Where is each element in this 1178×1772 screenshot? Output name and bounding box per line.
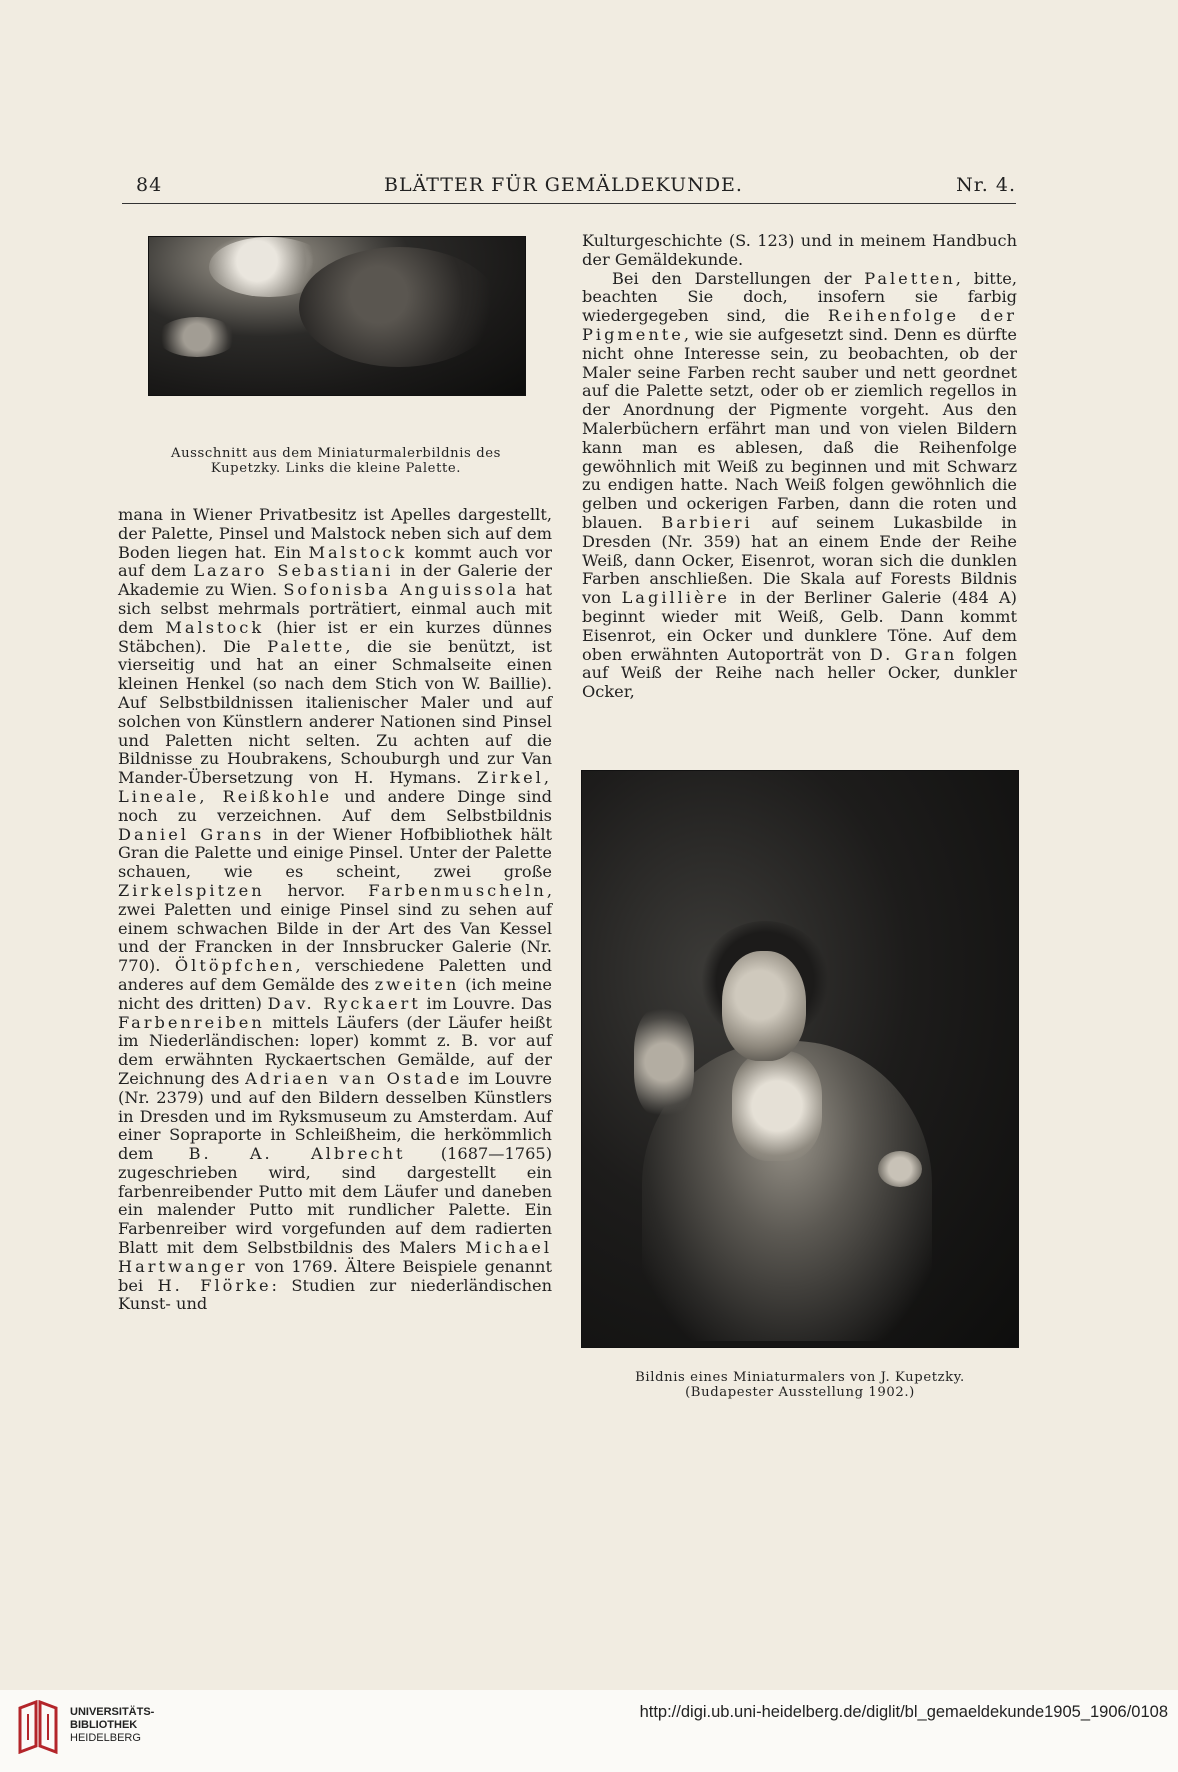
left-column-text: kommt auch vor auf dem xyxy=(118,542,552,581)
left-column-spaced: Palette xyxy=(267,636,346,656)
issue-number: Nr. 4. xyxy=(956,174,1016,196)
left-column-spaced: Michael Hartwanger xyxy=(118,1238,552,1276)
right-paragraph-2 xyxy=(582,270,1017,702)
right-column-text xyxy=(582,232,1017,702)
detail-caption-line2: Kupetzky. Links die kleine Palette. xyxy=(210,461,462,476)
left-column-spaced: Sofonisba Anguissola xyxy=(283,580,520,600)
right-column-p2-spaced: Paletten xyxy=(864,268,956,288)
left-column-text: hervor. xyxy=(264,880,369,900)
left-column-text: im Louvre (Nr. 2379) und auf den Bildern desselben Künstlers in Dresden und im Ryksmuseum zu Amsterdam. Auf einer Sopraporte in Schleißheim, die herkömmlich dem xyxy=(118,1068,552,1164)
detail-caption-line1: Ausschnitt aus dem Miniaturmalerbildnis des xyxy=(170,446,502,461)
left-column-text: hat sich selbst mehrmals porträtiert, einmal auch mit dem xyxy=(118,580,552,637)
left-column-text: : Studien zur niederländischen Kunst- und xyxy=(118,1275,553,1314)
left-column-spaced: Zirkelspitzen xyxy=(118,880,265,900)
library-name xyxy=(70,1706,154,1745)
left-column-spaced: H. Flörke xyxy=(157,1275,272,1295)
right-column-p2-spaced: D. Gran xyxy=(869,644,958,664)
right-column-p2-spaced: Reihenfolge der Pigmente xyxy=(582,306,1017,344)
left-column-text: (ich meine nicht des dritten) xyxy=(118,974,552,1013)
left-column-text: von 1769. Ältere Beispiele genannt bei xyxy=(118,1256,552,1295)
journal-title: BLÄTTER FÜR GEMÄLDEKUNDE. xyxy=(384,174,743,196)
left-column-spaced: Lazaro Sebastiani xyxy=(193,561,394,581)
right-column-p2-text: Bei den Darstellungen der xyxy=(612,268,865,288)
left-column-text: und andere Dinge sind noch zu verzeichnen. Auf dem Selbstbildnis xyxy=(118,786,552,825)
left-column-spaced: zweiten xyxy=(374,974,460,994)
left-column-spaced: Zirkel, Lineale, Reißkohle xyxy=(118,768,552,806)
right-column-p2-text: , wie sie aufgesetzt sind. Denn es dürfte nicht ohne Interesse sein, zu beobachten, ob der Maler seine Farben recht sauber und nett geordnet auf die Palette setzt, oder ob er ziemlich regellos in der Anordnung der Pigmente vorgeht. Aus den Malerbüchern erfährt man und von vielen Bildern kann man es ablesen, daß die Reihenfolge gewöhnlich mit Weiß zu beginnen und mit Schwarz zu endigen hatte. Nach Weiß folgen gewöhnlich die gelben und ockerigen Farben, dann die roten und blauen. xyxy=(582,324,1017,532)
portrait-caption-line1: Bildnis eines Miniaturmalers von J. Kupetzky. xyxy=(635,1370,965,1385)
source-url-link[interactable]: http://digi.ub.uni-heidelberg.de/diglit/bl_gemaeldekunde1905_1906/0108 xyxy=(639,1703,1168,1721)
library-name-line3: HEIDELBERG xyxy=(70,1732,141,1744)
right-column-p2-text: auf seinem Lukasbilde in Dresden (Nr. 359) hat an einem Ende der Reihe Weiß, dann Ocker, Eisenrot, woran sich die dunklen Farben anschließen. Die Skala auf Forests Bildnis von xyxy=(582,512,1017,608)
right-column-p2-text: in der Berliner Galerie (484 A) beginnt wieder mit Weiß, Gelb. Dann kommt Eisenrot, ein Ocker und dunklere Töne. Auf dem oben erwähnten Autoporträt von xyxy=(582,588,1017,664)
portrait-illustration xyxy=(581,770,1019,1348)
left-column-spaced: Dav. Ryckaert xyxy=(267,993,421,1013)
running-header xyxy=(122,174,1016,202)
left-column-spaced: Öltöpfchen xyxy=(174,956,296,976)
left-column-spaced: Farbenreiben xyxy=(118,1012,265,1032)
right-column-p2-spaced: Barbieri xyxy=(661,512,753,532)
left-column-text: mittels Läufers (der Läufer heißt im Niederländischen: loper) kommt z. B. vor auf dem erwähnten Ryckaertschen Gemälde, auf der Zeichnung des xyxy=(118,1012,552,1088)
left-column-text: im Louvre. Das xyxy=(420,993,552,1013)
left-column-text: , verschiedene Paletten und anderes auf dem Gemälde des xyxy=(118,956,552,994)
left-column-text: in der Wiener Hofbibliothek hält Gran die Palette und einige Pinsel. Unter der Palette schauen, wie es scheint, zwei große xyxy=(118,824,553,882)
right-column-p2-spaced: Lagillière xyxy=(621,588,730,608)
left-paragraph xyxy=(118,506,552,1314)
detail-illustration xyxy=(148,236,526,396)
left-column-text: in der Galerie der Akademie zu Wien. xyxy=(118,561,552,600)
left-column-text: (1687—1765) zugeschrieben wird, sind dargestellt ein farbenreibender Putto mit dem Läufer und daneben ein malender Putto mit rundlicher Palette. Ein Farbenreiber wird vorgefunden auf dem radierten Blatt mit dem Selbstbildnis des Malers xyxy=(118,1144,553,1258)
left-column-text: (hier ist er ein kurzes dünnes Stäbchen). Die xyxy=(118,617,553,656)
left-column-text xyxy=(118,506,552,1314)
left-column-text: , die sie benützt, ist vierseitig und hat an einer Schmalseite einen kleinen Henkel (so nach dem Stich von W. Baillie). Auf Selbstbildnissen italienischer Maler und auf solchen von Künstlern anderer Nationen sind Pinsel und Paletten nicht selten. Zu achten auf die Bildnisse zu Houbrakens, Schouburgh und zur Van Mander-Übersetzung von H. Hymans. xyxy=(118,636,552,788)
left-column-spaced: Daniel Grans xyxy=(118,824,265,844)
left-column-spaced: B. A. Albrecht xyxy=(188,1144,406,1164)
portrait-caption-line2: (Budapester Ausstellung 1902.) xyxy=(685,1385,915,1401)
page-number: 84 xyxy=(136,174,163,196)
portrait-caption xyxy=(582,1370,1018,1401)
left-column-text: mana in Wiener Privatbesitz ist Apelles dargestellt, der Palette, Pinsel und Malstock neben sich auf dem Boden liegen hat. Ein xyxy=(118,505,552,562)
left-column-spaced: Farbenmuscheln xyxy=(368,880,547,900)
left-column-spaced: Malstock xyxy=(308,542,408,562)
left-column-spaced: Malstock xyxy=(165,617,265,637)
library-name-line1: UNIVERSITÄTS- xyxy=(70,1706,155,1718)
right-paragraph-1: Kulturgeschichte (S. 123) und in meinem Handbuch der Gemäldekunde. xyxy=(582,231,1017,269)
detail-caption xyxy=(140,446,532,476)
header-rule xyxy=(122,203,1016,204)
left-column-text: , zwei Paletten und einige Pinsel sind zu sehen auf einem schwachen Bilde in der Art des Van Kessel und der Francken in der Innsbrucker Galerie (Nr. 770). xyxy=(118,880,552,976)
right-column-p2-text: folgen auf Weiß der Reihe nach heller Ocker, dunkler Ocker, xyxy=(582,644,1017,702)
left-column-spaced: Adriaen van Ostade xyxy=(245,1068,463,1088)
right-column-p2-text: , bitte, beachten Sie doch, insofern sie farbig wiedergegeben sind, die xyxy=(582,268,1017,326)
library-name-line2: BIBLIOTHEK xyxy=(70,1719,138,1731)
library-logo-icon xyxy=(14,1700,62,1754)
